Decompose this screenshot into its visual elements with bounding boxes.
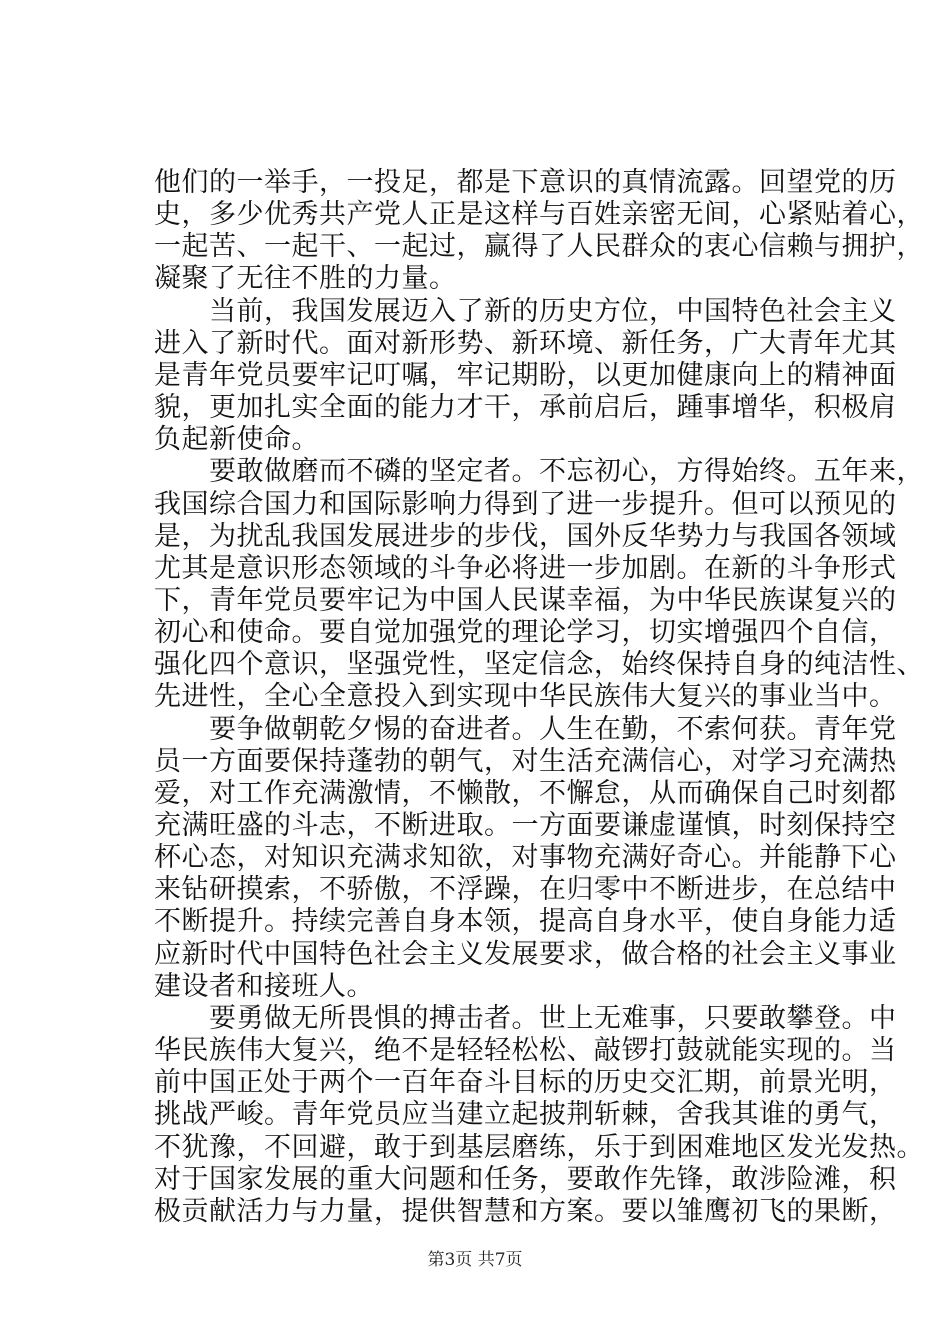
text-line: 充满旺盛的斗志，不断进取。一方面要谦虚谨慎，时刻保持空 [154,810,897,841]
page-footer: 第3页 共7页 [427,1250,523,1270]
text-line: 员一方面要保持蓬勃的朝气，对生活充满信心，对学习充满热 [154,745,897,777]
text-line: 凝聚了无往不胜的力量。 [154,263,457,295]
text-line: 是青年党员要牢记叮嘱，牢记期盼，以更加健康向上的精神面 [154,359,897,391]
text-line: 爱，对工作充满激情，不懒散，不懈怠，从而确保自己时刻都 [154,777,897,809]
text-line: 进入了新时代。面对新形势、新环境、新任务，广大青年尤其 [154,327,897,359]
text-line: 应新时代中国特色社会主义发展要求，做合格的社会主义事业 [154,938,897,970]
text-line: 是，为扰乱我国发展进步的步伐，国外反华势力与我国各领域 [154,520,897,552]
text-line: 他们的一举手，一投足，都是下意识的真情流露。回望党的历 [154,167,897,198]
text-line: 不犹豫，不回避，敢于到基层磨练，乐于到困难地区发光发热。 [154,1131,924,1163]
text-line: 初心和使命。要自觉加强党的理论学习，切实增强四个自信， [154,617,897,649]
text-line: 尤其是意识形态领域的斗争必将进一步加剧。在新的斗争形式 [154,552,897,584]
text-line: 我国综合国力和国际影响力得到了进一步提升。但可以预见的 [154,488,897,520]
text-line: 华民族伟大复兴，绝不是轻轻松松、敲锣打鼓就能实现的。当 [154,1035,897,1067]
text-line: 要勇做无所畏惧的搏击者。世上无难事，只要敢攀登。中 [154,1002,897,1034]
text-line: 不断提升。持续完善自身本领，提高自身水平，使自身能力适 [154,906,897,938]
text-line: 史，多少优秀共产党人正是这样与百姓亲密无间，心紧贴着心， [154,199,924,231]
text-line: 下，青年党员要牢记为中国人民谋幸福，为中华民族谋复兴的 [154,584,897,616]
text-line: 先进性，全心全意投入到实现中华民族伟大复兴的事业当中。 [154,681,897,713]
text-line: 要争做朝乾夕惕的奋进者。人生在勤，不索何获。青年党 [154,713,897,745]
text-line: 貌，更加扎实全面的能力才干，承前启后，踵事增华，积极肩 [154,392,897,424]
text-line: 对于国家发展的重大问题和任务，要敢作先锋，敢涉险滩，积 [154,1163,897,1195]
text-line: 当前，我国发展迈入了新的历史方位，中国特色社会主义 [154,295,897,327]
text-line: 杯心态，对知识充满求知欲，对事物充满好奇心。并能静下心 [154,842,897,874]
text-line: 一起苦、一起干、一起过，赢得了人民群众的衷心信赖与拥护， [154,231,924,263]
text-line: 强化四个意识，坚强党性，坚定信念，始终保持自身的纯洁性、 [154,649,924,681]
text-line: 建设者和接班人。 [154,970,374,1002]
text-line: 来钻研摸索，不骄傲，不浮躁，在归零中不断进步，在总结中 [154,874,897,906]
text-line: 要敢做磨而不磷的坚定者。不忘初心，方得始终。五年来， [154,456,924,488]
text-line: 前中国正处于两个一百年奋斗目标的历史交汇期，前景光明， [154,1067,897,1099]
text-line: 极贡献活力与力量，提供智慧和方案。要以雏鹰初飞的果断， [154,1195,897,1227]
text-line: 负起新使命。 [154,424,319,456]
text-line: 挑战严峻。青年党员应当建立起披荆斩棘，舍我其谁的勇气， [154,1099,897,1131]
